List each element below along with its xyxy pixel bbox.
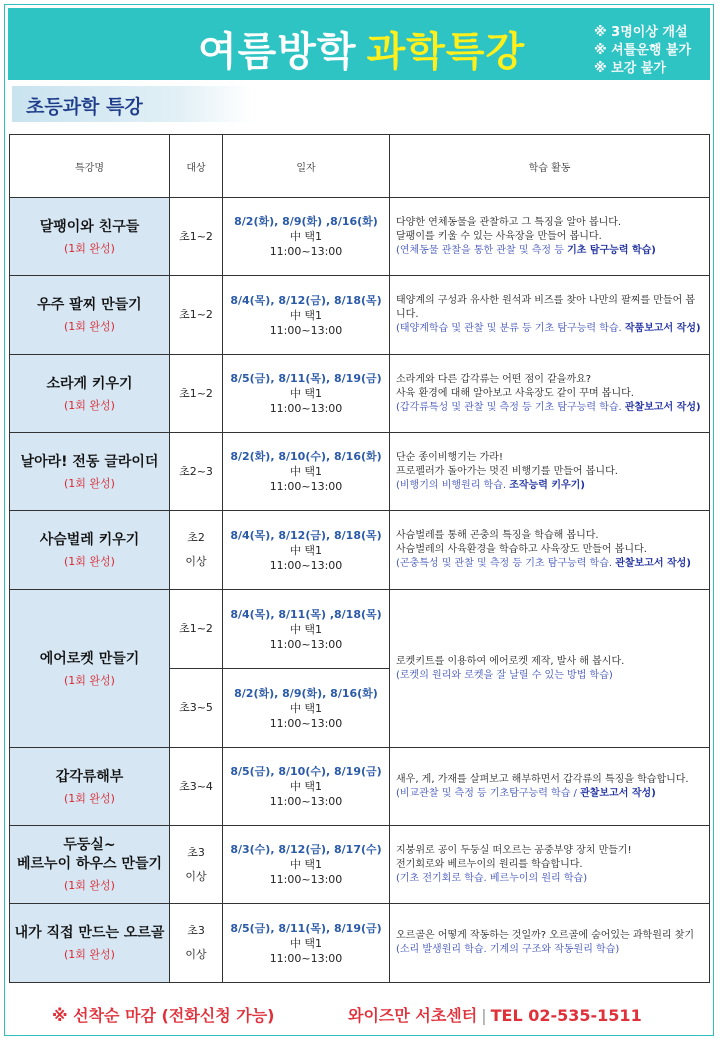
header-activity: 학습 활동 — [390, 135, 710, 198]
course-name-cell — [10, 433, 170, 511]
time-text: 11:00~13:00 — [269, 245, 343, 258]
activity-line: 소라게와 다른 갑각류는 어떤 점이 같을까요? — [396, 373, 592, 385]
page-title — [198, 20, 525, 77]
choice-text: 中 택1 — [289, 543, 323, 557]
activity-note-bold: 기초 탐구능력 학습) — [567, 244, 656, 256]
activity-note-bold: 관찰보고서 작성) — [624, 401, 701, 413]
course-name-line: 내가 직접 만드는 오르골 — [14, 925, 165, 941]
activity-cell — [390, 590, 710, 748]
choice-text: 中 택1 — [289, 622, 323, 636]
table-row — [10, 276, 710, 355]
dates-cell — [223, 826, 390, 904]
table-row — [10, 748, 710, 826]
time-text: 11:00~13:00 — [269, 795, 343, 808]
activity-cell — [390, 826, 710, 904]
date-list: 8/2(화), 8/9(화), 8/16(화) — [234, 686, 378, 700]
target-line: 초1~2 — [179, 386, 213, 400]
date-list: 8/5(금), 8/10(수), 8/19(금) — [230, 765, 382, 778]
header-notes — [594, 24, 691, 78]
target-line: 이상 — [185, 555, 207, 568]
note-no-makeup: ※ 보강 불가 — [594, 61, 666, 76]
dates-cell — [223, 748, 390, 826]
activity-note — [396, 557, 703, 571]
target-line: 초2~3 — [179, 464, 213, 478]
activity-note — [396, 669, 703, 683]
activity-note-bold: 관찰보고서 작성) — [580, 787, 656, 799]
target-line: 초1~2 — [179, 308, 213, 321]
activity-note-text: (로켓의 원리와 로켓을 잘 날릴 수 있는 방법 학습) — [396, 669, 613, 681]
activity-line: 새우, 게, 가재를 살펴보고 해부하면서 갑각류의 특징을 학습합니다. — [396, 773, 689, 785]
choice-text: 中 택1 — [289, 780, 323, 793]
target-line: 초3~5 — [179, 701, 213, 714]
date-list: 8/2(화), 8/9(화) ,8/16(화) — [234, 215, 378, 228]
activity-line: 로켓키트를 이용하여 에어로켓 제작, 발사 해 봅시다. — [396, 655, 625, 667]
time-text: 11:00~13:00 — [269, 402, 343, 415]
date-list: 8/5(금), 8/11(목), 8/19(금) — [230, 921, 382, 935]
section-title: 초등과학 특강 — [26, 96, 143, 118]
target-cell — [170, 826, 223, 904]
activity-note — [396, 244, 703, 258]
activity-line: 달팽이를 키울 수 있는 사육장을 만들어 봅니다. — [396, 230, 602, 242]
date-list: 8/4(목), 8/12(금), 8/18(목) — [230, 528, 382, 542]
note-no-shuttle: ※ 셔틀운행 불가 — [594, 43, 692, 58]
target-line: 초3~4 — [179, 779, 213, 793]
header-target: 대상 — [170, 135, 223, 198]
course-session: (1회 완성) — [64, 948, 115, 961]
activity-cell — [390, 433, 710, 511]
activity-note-text: (갑각류특성 및 관찰 및 측정 등 기초 탐구능력 학습. — [396, 401, 625, 413]
dates-cell — [223, 904, 390, 983]
course-session: (1회 완성) — [64, 555, 115, 568]
target-line: 초3 — [187, 845, 205, 859]
course-name-line: 사슴벌레 키우기 — [39, 532, 140, 548]
target-line: 초2 — [187, 531, 205, 544]
phone-number: TEL 02-535-1511 — [490, 1006, 642, 1025]
activity-note — [396, 401, 703, 415]
course-name-cell — [10, 276, 170, 355]
section-heading — [12, 86, 252, 122]
activity-line: 사슴벌레의 사육환경을 학습하고 사육장도 만들어 봅니다. — [396, 544, 647, 555]
activity-cell — [390, 276, 710, 355]
choice-text: 中 택1 — [289, 387, 323, 400]
choice-text: 中 택1 — [289, 936, 323, 950]
activity-line: 단순 종이비행기는 가라! — [396, 451, 503, 463]
table-row — [10, 355, 710, 433]
activity-note-bold: 관찰보고서 작성) — [615, 558, 691, 569]
activity-note — [396, 322, 703, 336]
activity-cell — [390, 904, 710, 983]
activity-line: 프로펠러가 돌아가는 멋진 비행기를 만들어 봅니다. — [396, 465, 618, 477]
title-highlight: 과학특강 — [366, 29, 526, 75]
course-name-cell — [10, 904, 170, 983]
activity-cell — [390, 198, 710, 276]
header-banner — [8, 8, 710, 80]
schedule-table — [9, 134, 710, 983]
course-name-cell — [10, 511, 170, 590]
activity-line: 오르골은 어떻게 작동하는 것일까? 오르골에 숨어있는 과학원리 찾기 — [396, 930, 695, 941]
target-cell — [170, 904, 223, 983]
center-name: 와이즈만 서초센터 — [348, 1006, 478, 1025]
table-row — [10, 198, 710, 276]
target-cell — [170, 355, 223, 433]
activity-note-text: (연체동물 관찰을 통한 관찰 및 측정 등 — [396, 244, 568, 256]
target-line: 초3 — [187, 924, 205, 937]
activity-note-text: (태양계학습 및 관찰 및 분류 등 기초 탐구능력 학습. — [396, 323, 625, 334]
activity-line: 사육 환경에 대해 알아보고 사육장도 같이 꾸며 봅니다. — [396, 387, 634, 399]
choice-text: 中 택1 — [289, 230, 323, 243]
target-cell — [170, 276, 223, 355]
activity-note — [396, 787, 703, 801]
course-name-cell — [10, 590, 170, 748]
activity-cell — [390, 355, 710, 433]
activity-note-bold: 조작능력 키우기) — [509, 479, 585, 491]
activity-note-bold: 작품보고서 작성) — [624, 323, 701, 334]
course-name-line: 달팽이와 친구들 — [39, 218, 140, 235]
title-main: 여름방학 — [198, 29, 357, 75]
dates-cell — [223, 669, 390, 748]
target-line: 이상 — [185, 869, 207, 883]
choice-text: 中 택1 — [289, 701, 323, 715]
time-text: 11:00~13:00 — [269, 716, 343, 730]
table-row — [10, 826, 710, 904]
activity-note — [396, 943, 703, 957]
course-session: (1회 완성) — [64, 398, 115, 412]
course-name-line: 갑각류해부 — [55, 768, 124, 785]
activity-cell — [390, 511, 710, 590]
header-dates: 일자 — [223, 135, 390, 198]
course-name-cell — [10, 748, 170, 826]
activity-note-text: (기초 전기회로 학습. 베르누이의 원리 학습) — [396, 872, 588, 884]
dates-cell — [223, 511, 390, 590]
footer-notice: ※ 선착순 마감 (전화신청 가능) — [52, 1006, 275, 1025]
course-name-line: 에어로켓 만들기 — [39, 650, 140, 667]
target-line: 이상 — [185, 948, 207, 961]
date-list: 8/4(목), 8/11(목) ,8/18(목) — [230, 607, 382, 621]
time-text: 11:00~13:00 — [269, 637, 343, 651]
activity-line: 전기회로와 베르누이의 원리를 학습합니다. — [396, 858, 583, 870]
target-cell — [170, 748, 223, 826]
time-text: 11:00~13:00 — [269, 873, 343, 886]
dates-cell — [223, 355, 390, 433]
activity-note — [396, 479, 703, 493]
table-row — [10, 590, 710, 669]
target-cell — [170, 198, 223, 276]
target-cell — [170, 433, 223, 511]
course-name-line: 두둥실~ — [63, 837, 116, 853]
course-session: (1회 완성) — [64, 879, 115, 892]
course-name-line: 날아라! 전동 글라이더 — [20, 453, 159, 470]
dates-cell — [223, 590, 390, 669]
course-session: (1회 완성) — [64, 673, 115, 687]
activity-cell — [390, 748, 710, 826]
activity-line: 사슴벌레를 통해 곤충의 특징을 학습해 봅니다. — [396, 530, 599, 541]
course-session: (1회 완성) — [64, 476, 115, 490]
table-row — [10, 511, 710, 590]
activity-line: 태양계의 구성과 유사한 원석과 비즈를 찾아 나만의 팔찌를 만들어 봅니다. — [396, 295, 696, 320]
activity-note-text: (곤충특성 및 관찰 및 측정 등 기초 탐구능력 학습. — [396, 558, 616, 569]
target-cell — [170, 511, 223, 590]
target-line: 초1~2 — [179, 622, 213, 635]
time-text: 11:00~13:00 — [269, 558, 343, 572]
date-list: 8/4(목), 8/12(금), 8/18(목) — [230, 293, 382, 307]
course-name-cell — [10, 198, 170, 276]
header-course: 특강명 — [10, 135, 170, 198]
activity-note-text: (비행기의 비행원리 학습. — [396, 479, 510, 491]
time-text: 11:00~13:00 — [269, 480, 343, 493]
course-name-line: 베르누이 하우스 만들기 — [17, 856, 162, 872]
target-line: 초1~2 — [179, 229, 213, 243]
course-name-line: 우주 팔찌 만들기 — [37, 297, 142, 313]
date-list: 8/5(금), 8/11(목), 8/19(금) — [230, 372, 382, 385]
time-text: 11:00~13:00 — [269, 323, 343, 337]
activity-note-text: (소리 발생원리 학습. 기계의 구조와 작동원리 학습) — [396, 944, 620, 955]
date-list: 8/3(수), 8/12(금), 8/17(수) — [230, 843, 382, 856]
activity-line: 지붕위로 공이 두둥실 떠오르는 공중부양 장치 만들기! — [396, 844, 632, 856]
table-header-row — [10, 135, 710, 198]
choice-text: 中 택1 — [289, 308, 323, 322]
table-row — [10, 904, 710, 983]
table-row — [10, 433, 710, 511]
date-list: 8/2(화), 8/10(수), 8/16(화) — [230, 450, 382, 463]
activity-line: 다양한 연체동물을 관찰하고 그 특징을 알아 봅니다. — [396, 216, 622, 228]
target-cell — [170, 590, 223, 669]
dates-cell — [223, 433, 390, 511]
course-name-cell — [10, 826, 170, 904]
dates-cell — [223, 276, 390, 355]
target-cell — [170, 669, 223, 748]
course-name-line: 소라게 키우기 — [46, 375, 133, 392]
dates-cell — [223, 198, 390, 276]
course-name-cell — [10, 355, 170, 433]
choice-text: 中 택1 — [289, 465, 323, 478]
choice-text: 中 택1 — [289, 858, 323, 871]
course-session: (1회 완성) — [64, 791, 115, 805]
footer-contact — [348, 1003, 642, 1026]
course-session: (1회 완성) — [64, 320, 115, 333]
activity-note — [396, 872, 703, 886]
note-min-students: ※ 3명이상 개설 — [594, 25, 688, 40]
time-text: 11:00~13:00 — [269, 951, 343, 965]
footer-separator: | — [481, 1006, 487, 1025]
activity-note-text: (비교관찰 및 측정 등 기초탐구능력 학습 / — [396, 787, 581, 799]
course-session: (1회 완성) — [64, 241, 115, 255]
